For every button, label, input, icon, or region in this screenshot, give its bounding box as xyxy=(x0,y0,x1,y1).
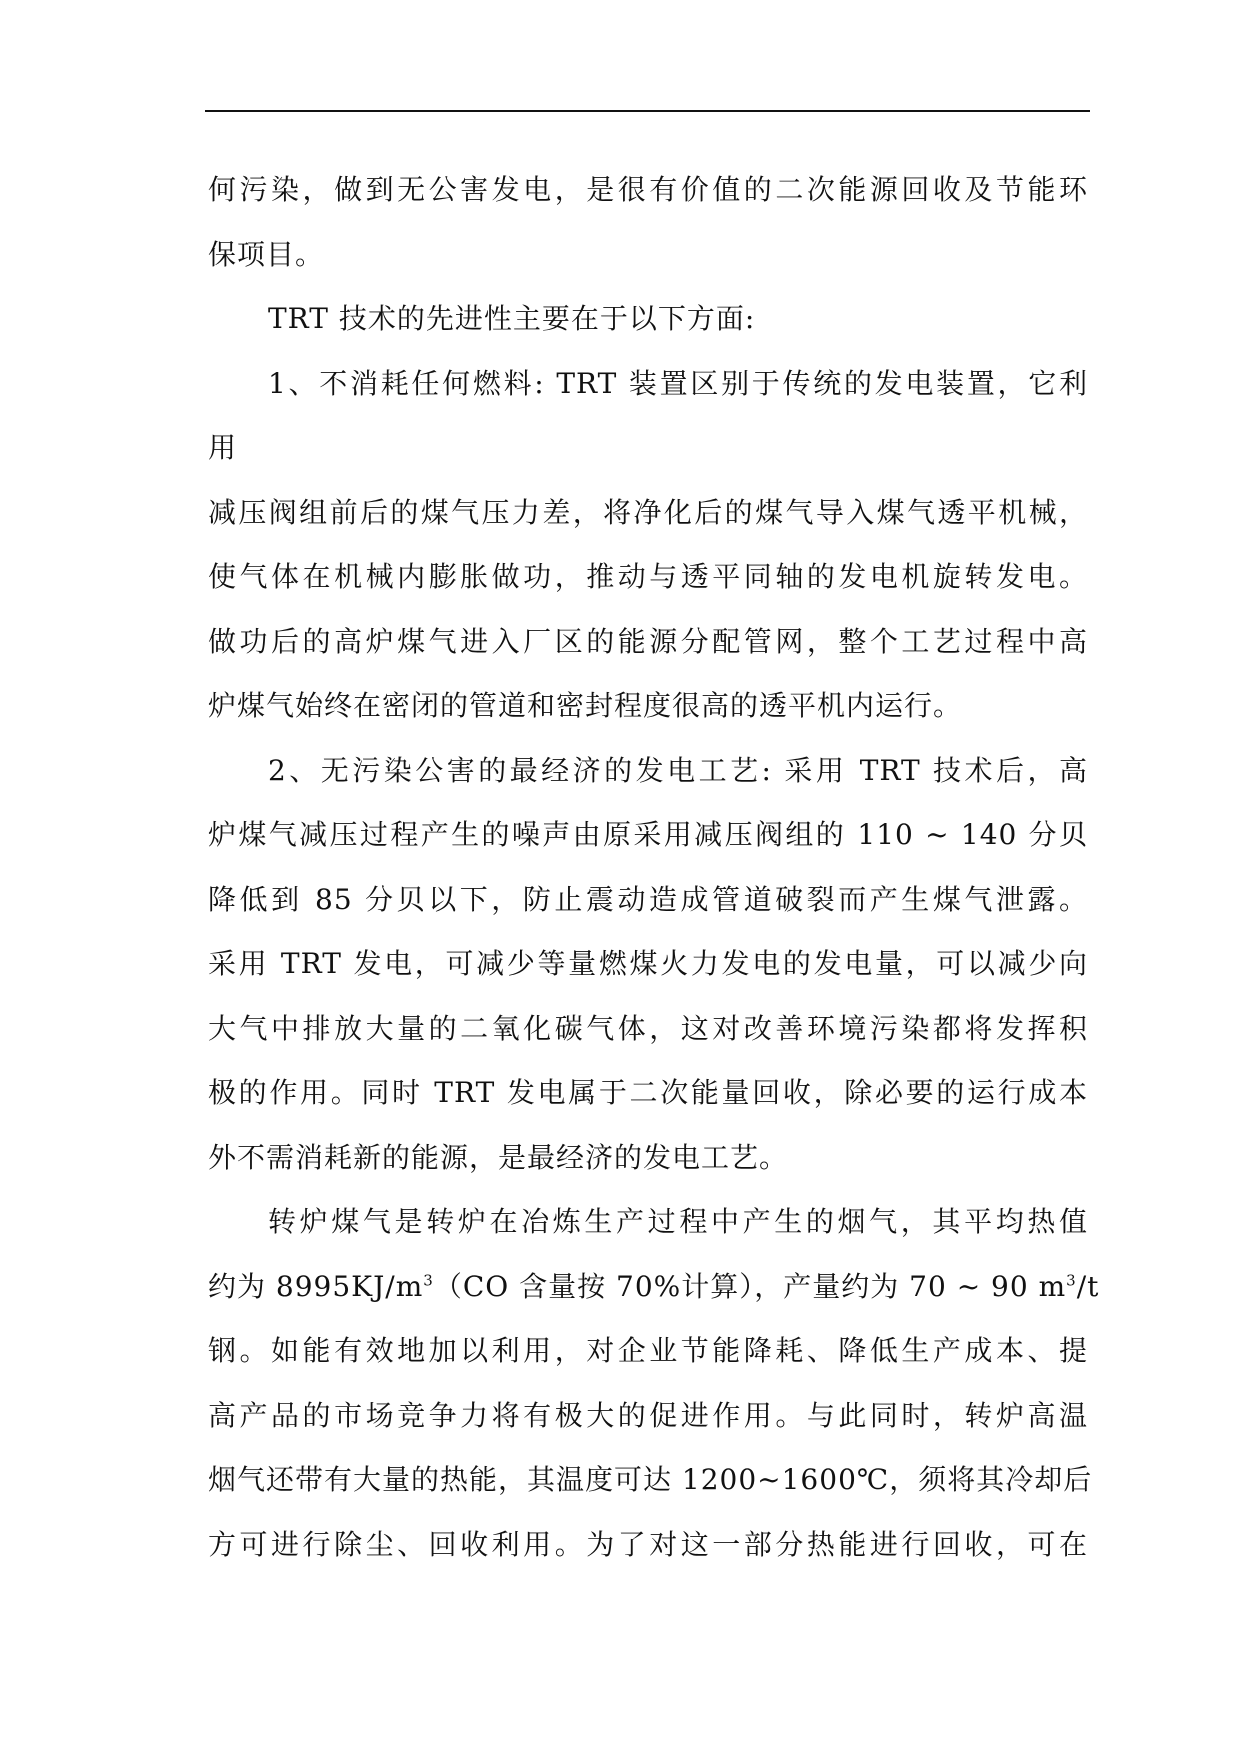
text-line: 使气体在机械内膨胀做功，推动与透平同轴的发电机旋转发电。 xyxy=(208,560,1088,593)
text-line: 做功后的高炉煤气进入厂区的能源分配管网，整个工艺过程中高 xyxy=(208,624,1088,658)
text-line: 炉煤气始终在密闭的管道和密封程度很高的透平机内运行。 xyxy=(208,689,963,722)
text-line: 减压阀组前后的煤气压力差，将净化后的煤气导入煤气透平机械， xyxy=(208,495,1088,529)
text-line: 何污染，做到无公害发电，是很有价值的二次能源回收及节能环 xyxy=(208,173,1088,206)
body-text xyxy=(208,158,1100,1577)
text-line: 采用 TRT 发电，可减少等量燃煤火力发电的发电量，可以减少向 xyxy=(208,947,1088,980)
text-line: 方可进行除尘、回收利用。为了对这一部分热能进行回收，可在 xyxy=(208,1527,1088,1561)
text-line: 1、不消耗任何燃料: TRT 装置区别于传统的发电装置，它利 xyxy=(268,366,1088,400)
text-line: 高产品的市场竞争力将有极大的促进作用。与此同时，转炉高温 xyxy=(208,1398,1088,1432)
text-segment: （CO 含量按 70%计算），产量约为 70 ~ 90 m xyxy=(433,1269,1067,1303)
text-line: 保项目。 xyxy=(208,237,325,271)
text-line: TRT 技术的先进性主要在于以下方面: xyxy=(268,302,756,335)
header-rule xyxy=(205,110,1090,112)
text-line: 外不需消耗新的能源，是最经济的发电工艺。 xyxy=(208,1140,789,1174)
text-segment: 约为 8995KJ/m xyxy=(208,1269,424,1303)
text-line: 烟气还带有大量的热能，其温度可达 1200~1600℃，须将其冷却后 xyxy=(208,1463,1093,1496)
text-segment: /t xyxy=(1076,1269,1100,1303)
text-line: 钢。如能有效地加以利用，对企业节能降耗、降低生产成本、提 xyxy=(208,1334,1088,1367)
text-line: 大气中排放大量的二氧化碳气体，这对改善环境污染都将发挥积 xyxy=(208,1011,1088,1045)
text-line: 降低到 85 分贝以下，防止震动造成管道破裂而产生煤气泄露。 xyxy=(208,882,1088,916)
superscript-cubic: 3 xyxy=(423,1271,434,1290)
text-line: 转炉煤气是转炉在冶炼生产过程中产生的烟气，其平均热值 xyxy=(268,1205,1088,1238)
text-line: 用 xyxy=(208,431,238,464)
text-line: 2、无污染公害的最经济的发电工艺: 采用 TRT 技术后，高 xyxy=(268,753,1088,787)
text-line: 极的作用。同时 TRT 发电属于二次能量回收，除必要的运行成本 xyxy=(208,1076,1088,1109)
superscript-cubic: 3 xyxy=(1066,1271,1077,1290)
text-line-with-superscripts xyxy=(208,1255,1100,1320)
text-line: 炉煤气减压过程产生的噪声由原采用减压阀组的 110 ~ 140 分贝 xyxy=(208,818,1088,851)
